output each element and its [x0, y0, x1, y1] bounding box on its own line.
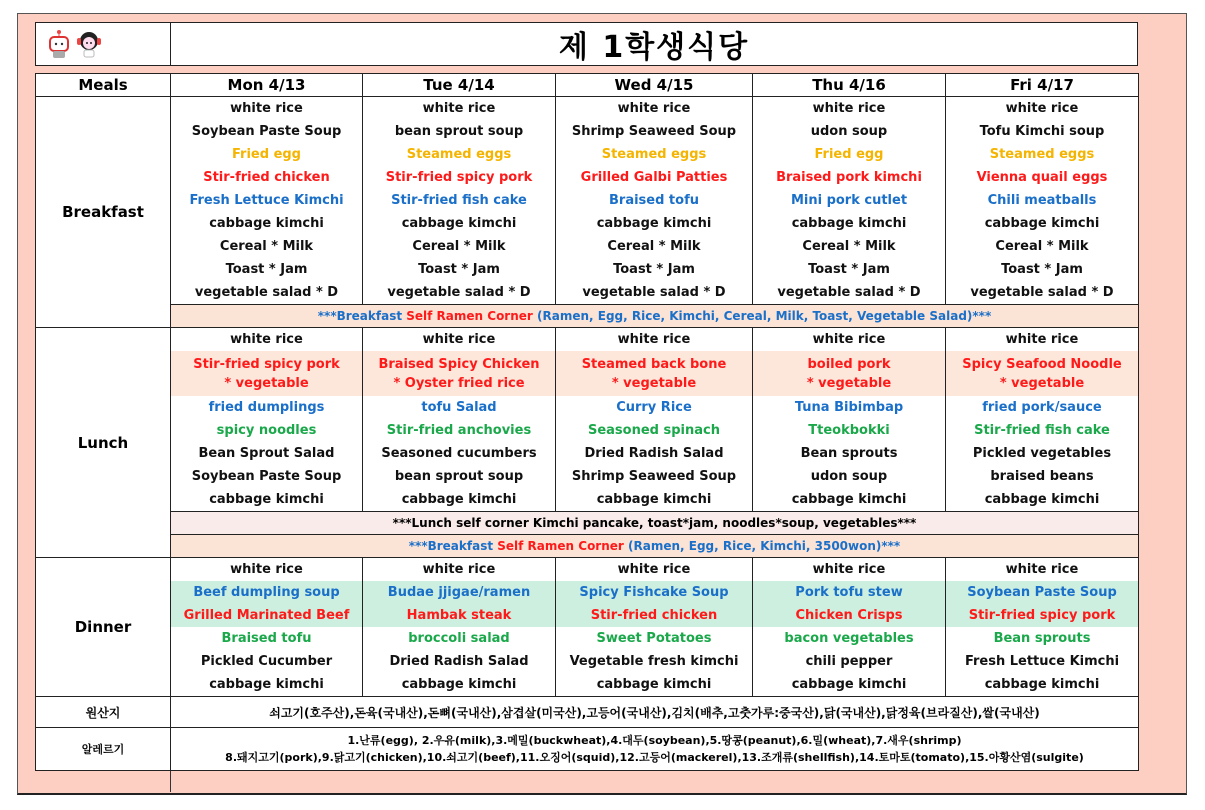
menu-item: Mini pork cutlet — [790, 193, 908, 208]
menu-item: Fresh Lettuce Kimchi — [189, 193, 344, 208]
breakfast-label: Breakfast — [36, 97, 171, 328]
menu-item: fried pork/sauce — [982, 400, 1102, 415]
menu-item: vegetable salad * D — [194, 285, 339, 300]
robot-mascot-icon — [48, 29, 70, 59]
girl-mascot-icon — [76, 29, 102, 59]
dinner-label: Dinner — [36, 558, 171, 697]
menu-item: white rice — [1005, 101, 1079, 116]
menu-item: Soybean Paste Soup — [946, 581, 1138, 604]
menu-item-line: boiled pork — [807, 356, 891, 372]
lunch-self-corner: ***Lunch self corner Kimchi pancake, toast*jam, noodles*soup, vegetables*** — [36, 512, 1139, 535]
menu-item: Stir-fried chicken — [203, 170, 330, 185]
menu-item: Cereal * Milk — [412, 239, 506, 254]
menu-item: Tofu Kimchi soup — [979, 124, 1105, 139]
menu-item: bean sprout soup — [394, 124, 524, 139]
lunch-row — [36, 328, 1139, 512]
menu-item: white rice — [812, 101, 886, 116]
menu-item: Stir-fried spicy pork — [946, 604, 1138, 627]
menu-item: fried dumplings — [208, 400, 325, 415]
menu-item: Hambak steak — [363, 604, 555, 627]
menu-item: white rice — [617, 332, 691, 347]
breakfast-day-cell — [753, 97, 946, 305]
menu-item: Vegetable fresh kimchi — [569, 654, 739, 669]
menu-item: Braised tofu — [609, 193, 699, 208]
menu-item — [171, 351, 362, 396]
dinner-row — [36, 558, 1139, 697]
menu-item: white rice — [812, 332, 886, 347]
menu-item: cabbage kimchi — [984, 216, 1100, 231]
origin-label: 원산지 — [36, 697, 171, 728]
header — [35, 22, 1138, 66]
breakfast-day-cell — [363, 97, 556, 305]
menu-item: Stir-fried anchovies — [386, 423, 532, 438]
menu-item: Spicy Fishcake Soup — [556, 581, 752, 604]
menu-item-line: * vegetable — [611, 375, 697, 391]
menu-item: Pickled vegetables — [972, 446, 1112, 461]
day-header: Mon 4/13 — [171, 74, 363, 97]
lunch-day-cell — [363, 328, 556, 512]
breakfast-row — [36, 97, 1139, 305]
menu-item: white rice — [812, 562, 886, 577]
corner-text: ***Breakfast — [317, 309, 407, 323]
corner-text: (Ramen, Egg, Rice, Kimchi, 3500won)*** — [623, 539, 901, 553]
menu-item: Beef dumpling soup — [171, 581, 362, 604]
menu-item: Tteokbokki — [808, 423, 890, 438]
menu-item: cabbage kimchi — [596, 677, 712, 692]
menu-item: Chili meatballs — [987, 193, 1097, 208]
menu-item: vegetable salad * D — [387, 285, 531, 300]
menu-item: Toast * Jam — [1001, 262, 1083, 277]
menu-item: cabbage kimchi — [984, 677, 1100, 692]
corner-highlight: Self Ramen Corner — [406, 309, 533, 323]
menu-item: Grilled Marinated Beef — [171, 604, 362, 627]
menu-item — [946, 351, 1138, 396]
lunch-day-cell — [556, 328, 753, 512]
lunch-label: Lunch — [36, 328, 171, 558]
menu-item: white rice — [230, 332, 303, 347]
menu-item: cabbage kimchi — [209, 492, 324, 507]
lunch-day-cell — [171, 328, 363, 512]
menu-item: vegetable salad * D — [777, 285, 921, 300]
menu-item: Cereal * Milk — [995, 239, 1089, 254]
menu-item: cabbage kimchi — [984, 492, 1100, 507]
menu-item: Pork tofu stew — [753, 581, 945, 604]
menu-item: tofu Salad — [421, 400, 497, 415]
menu-item-line: * Oyster fried rice — [393, 375, 525, 391]
menu-item: Fried egg — [814, 147, 884, 162]
breakfast-day-cell — [556, 97, 753, 305]
menu-item: cabbage kimchi — [791, 492, 907, 507]
menu-item: cabbage kimchi — [209, 216, 324, 231]
menu-item: white rice — [422, 562, 496, 577]
day-header: Tue 4/14 — [363, 74, 556, 97]
menu-item: Toast * Jam — [418, 262, 500, 277]
meals-header: Meals — [36, 74, 171, 97]
menu-item: Dried Radish Salad — [584, 446, 724, 461]
menu-item: chili pepper — [805, 654, 893, 669]
menu-item: white rice — [230, 562, 303, 577]
menu-item: braised beans — [990, 469, 1094, 484]
menu-item-line: Braised Spicy Chicken — [378, 356, 540, 372]
menu-item: Stir-fried spicy pork — [385, 170, 533, 185]
dinner-day-cell — [753, 558, 946, 697]
dinner-day-cell — [946, 558, 1139, 697]
menu-item: Bean Sprout Salad — [198, 446, 335, 461]
menu-item: cabbage kimchi — [209, 677, 324, 692]
origin-text: 쇠고기(호주산),돈육(국내산),돈뼈(국내산),삼겹살(미국산),고등어(국내산),김치(배추,고춧가루:중국산),닭(국내산),닭정육(브라질산),쌀(국내산) — [171, 697, 1139, 728]
menu-item: Tuna Bibimbap — [794, 400, 904, 415]
menu-item: Toast * Jam — [225, 262, 308, 277]
menu-item: white rice — [1005, 332, 1079, 347]
menu-item — [753, 351, 945, 396]
menu-item: white rice — [617, 101, 691, 116]
menu-item: Chicken Crisps — [753, 604, 945, 627]
breakfast-self-corner — [36, 305, 1139, 328]
corner-text: ***Breakfast — [408, 539, 498, 553]
menu-item: Vienna quail eggs — [976, 170, 1108, 185]
menu-item: white rice — [230, 101, 303, 116]
breakfast-day-cell — [171, 97, 363, 305]
allergy-line: 8.돼지고기(pork),9.닭고기(chicken),10.쇠고기(beef),11.오징어(squid),12.고등어(mackerel),13.조개류(shellfish),14.토마토(tomato),15.아황산염(sulgite) — [225, 751, 1084, 764]
menu-item: Braised tofu — [221, 631, 312, 646]
menu-item — [556, 351, 752, 396]
menu-item: vegetable salad * D — [582, 285, 726, 300]
menu-item: Steamed eggs — [989, 147, 1095, 162]
menu-item: white rice — [422, 101, 496, 116]
menu-item-line: Steamed back bone — [581, 356, 727, 372]
menu-item: white rice — [617, 562, 691, 577]
lunch-day-cell — [946, 328, 1139, 512]
menu-item-line: * vegetable — [806, 375, 892, 391]
menu-item: Bean sprouts — [993, 631, 1091, 646]
lunch-ramen-corner — [36, 535, 1139, 558]
menu-item: Pickled Cucumber — [200, 654, 333, 669]
menu-item: Sweet Potatoes — [596, 631, 712, 646]
menu-item-line: * vegetable — [224, 375, 309, 391]
corner-highlight: Self Ramen Corner — [497, 539, 624, 553]
menu-item: Cereal * Milk — [219, 239, 314, 254]
day-header: Wed 4/15 — [556, 74, 753, 97]
menu-item: Steamed eggs — [601, 147, 707, 162]
menu-item: Dried Radish Salad — [389, 654, 529, 669]
menu-item-line: Stir-fried spicy pork — [193, 356, 340, 372]
menu-item: Seasoned cucumbers — [381, 446, 537, 461]
menu-item: Soybean Paste Soup — [191, 469, 342, 484]
menu-item: Stir-fried chicken — [556, 604, 752, 627]
corner-text: (Ramen, Egg, Rice, Kimchi, Cereal, Milk, Toast, Vegetable Salad)*** — [532, 309, 992, 323]
menu-item: Braised pork kimchi — [776, 170, 922, 185]
menu-item: Fresh Lettuce Kimchi — [964, 654, 1120, 669]
menu-item: broccoli salad — [408, 631, 510, 646]
menu-item-line: Spicy Seafood Noodle — [962, 356, 1122, 372]
menu-item: cabbage kimchi — [596, 492, 712, 507]
menu-item: Fried egg — [232, 147, 301, 162]
menu-item: Steamed eggs — [406, 147, 512, 162]
menu-item: cabbage kimchi — [401, 216, 517, 231]
menu-item: Stir-fried fish cake — [974, 423, 1110, 438]
mascot-logo — [36, 23, 171, 65]
allergy-label: 알레르기 — [36, 728, 171, 771]
menu-item: Budae jjigae/ramen — [363, 581, 555, 604]
menu-item: Toast * Jam — [808, 262, 890, 277]
menu-item-line: * vegetable — [999, 375, 1085, 391]
menu-item: Toast * Jam — [613, 262, 695, 277]
menu-item: udon soup — [810, 124, 888, 139]
dinner-day-cell — [171, 558, 363, 697]
menu-item: Cereal * Milk — [802, 239, 896, 254]
menu-item — [363, 351, 555, 396]
menu-item: Curry Rice — [616, 400, 692, 415]
menu-item: bean sprout soup — [394, 469, 524, 484]
page-title: 제 1학생식당 — [558, 30, 750, 65]
menu-item: Shrimp Seaweed Soup — [571, 124, 737, 139]
menu-item: Bean sprouts — [800, 446, 898, 461]
menu-item: vegetable salad * D — [970, 285, 1114, 300]
header-row — [36, 74, 1139, 97]
menu-item: Stir-fried fish cake — [391, 193, 527, 208]
menu-item: Cereal * Milk — [607, 239, 701, 254]
menu-item: cabbage kimchi — [791, 677, 907, 692]
menu-item: white rice — [422, 332, 496, 347]
menu-item: Shrimp Seaweed Soup — [571, 469, 737, 484]
menu-item: Soybean Paste Soup — [191, 124, 342, 139]
dinner-day-cell — [363, 558, 556, 697]
day-header: Fri 4/17 — [946, 74, 1139, 97]
menu-item: bacon vegetables — [784, 631, 914, 646]
menu-table — [35, 73, 1139, 771]
menu-item: cabbage kimchi — [791, 216, 907, 231]
menu-item: cabbage kimchi — [401, 677, 517, 692]
menu-item: udon soup — [810, 469, 888, 484]
origin-row — [36, 697, 1139, 728]
menu-item: cabbage kimchi — [401, 492, 517, 507]
lunch-day-cell — [753, 328, 946, 512]
allergy-row — [36, 728, 1139, 771]
menu-item: cabbage kimchi — [596, 216, 712, 231]
menu-item: white rice — [1005, 562, 1079, 577]
menu-item: spicy noodles — [216, 423, 317, 438]
breakfast-day-cell — [946, 97, 1139, 305]
menu-item: Grilled Galbi Patties — [580, 170, 728, 185]
dinner-day-cell — [556, 558, 753, 697]
day-header: Thu 4/16 — [753, 74, 946, 97]
divider — [170, 770, 171, 792]
menu-item: Seasoned spinach — [587, 423, 720, 438]
allergy-line: 1.난류(egg), 2.우유(milk),3.메밀(buckwheat),4.대두(soybean),5.땅콩(peanut),6.밀(wheat),7.새우(shrimp) — [347, 734, 962, 747]
